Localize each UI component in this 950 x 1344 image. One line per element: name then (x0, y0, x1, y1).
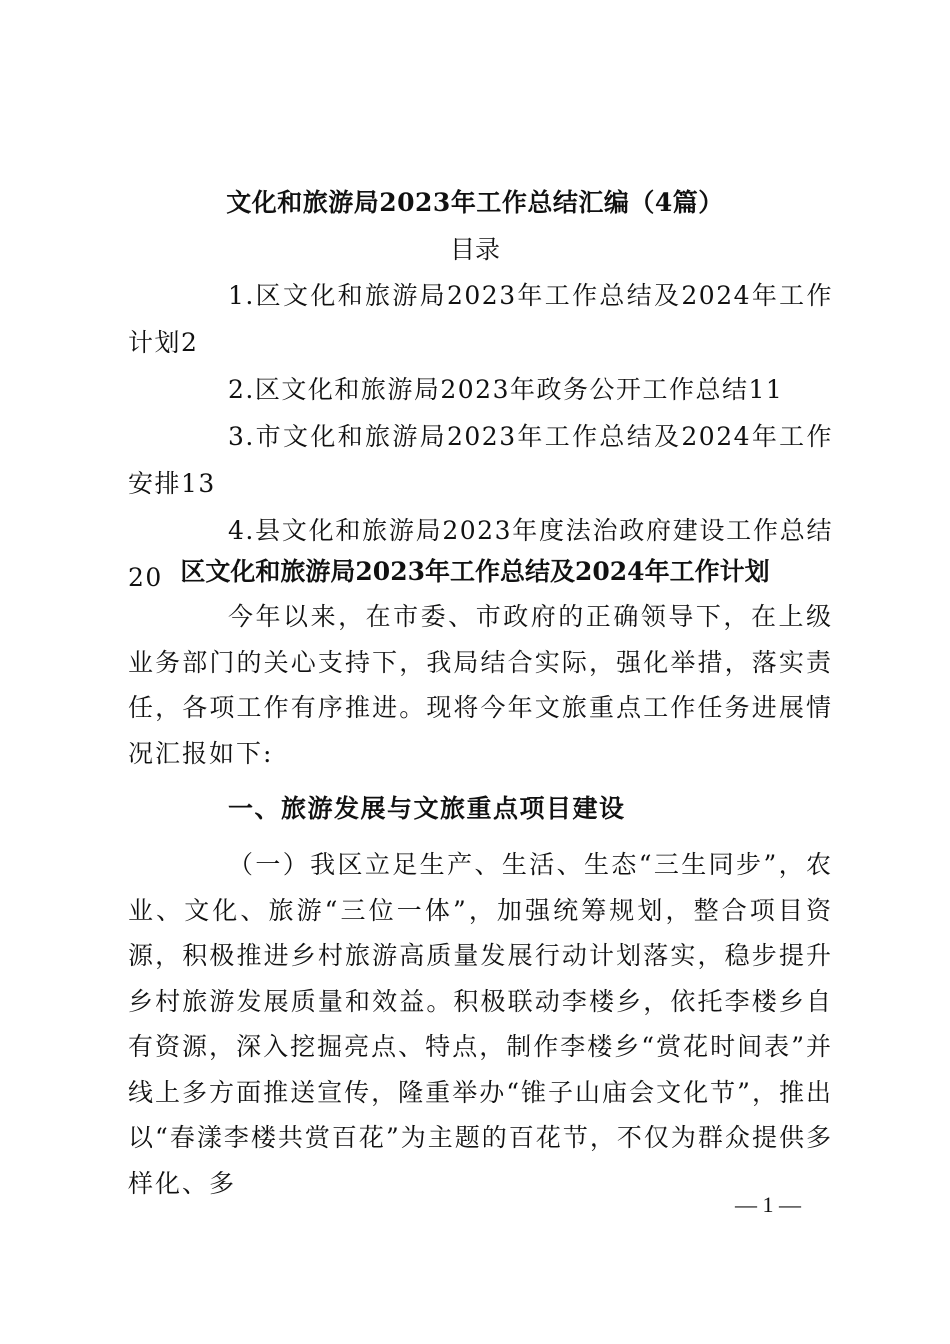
body-paragraph: （一）我区立足生产、生活、生态“三生同步”，农业、文化、旅游“三位一体”，加强统筹规划，整合项目资源，积极推进乡村旅游高质量发展行动计划落实，稳步提升乡村旅游发展质量和效益。积极联动李楼乡，依托李楼乡自有资源，深入挖掘亮点、特点，制作李楼乡“赏花时间表”并线上多方面推送宣传，隆重举办“锥子山庙会文化节”，推出以“春漾李楼共赏百花”为主题的百花节，不仅为群众提供多样化、多 (128, 850, 833, 1198)
section-title: 区文化和旅游局2023年工作总结及2024年工作计划 (180, 557, 770, 586)
toc-item[interactable]: 3.市文化和旅游局2023年工作总结及2024年工作安排13 (128, 422, 833, 498)
toc-heading: 目录 (449, 235, 500, 264)
page-number: — 1 — (735, 1192, 801, 1217)
toc-item[interactable]: 4.县文化和旅游局2023年度法治政府建设工作总结20 (128, 516, 833, 592)
toc-item[interactable]: 2.区文化和旅游局2023年政务公开工作总结11 (228, 375, 784, 404)
toc-item[interactable]: 1.区文化和旅游局2023年工作总结及2024年工作计划2 (128, 281, 833, 357)
intro-paragraph: 今年以来，在市委、市政府的正确领导下，在上级业务部门的关心支持下，我局结合实际，强化举措，落实责任，各项工作有序推进。现将今年文旅重点工作任务进展情况汇报如下: (128, 602, 833, 768)
document-title: 文化和旅游局2023年工作总结汇编（4篇） (226, 188, 724, 217)
section-heading: 一、旅游发展与文旅重点项目建设 (228, 794, 626, 823)
body-text (128, 594, 833, 1206)
